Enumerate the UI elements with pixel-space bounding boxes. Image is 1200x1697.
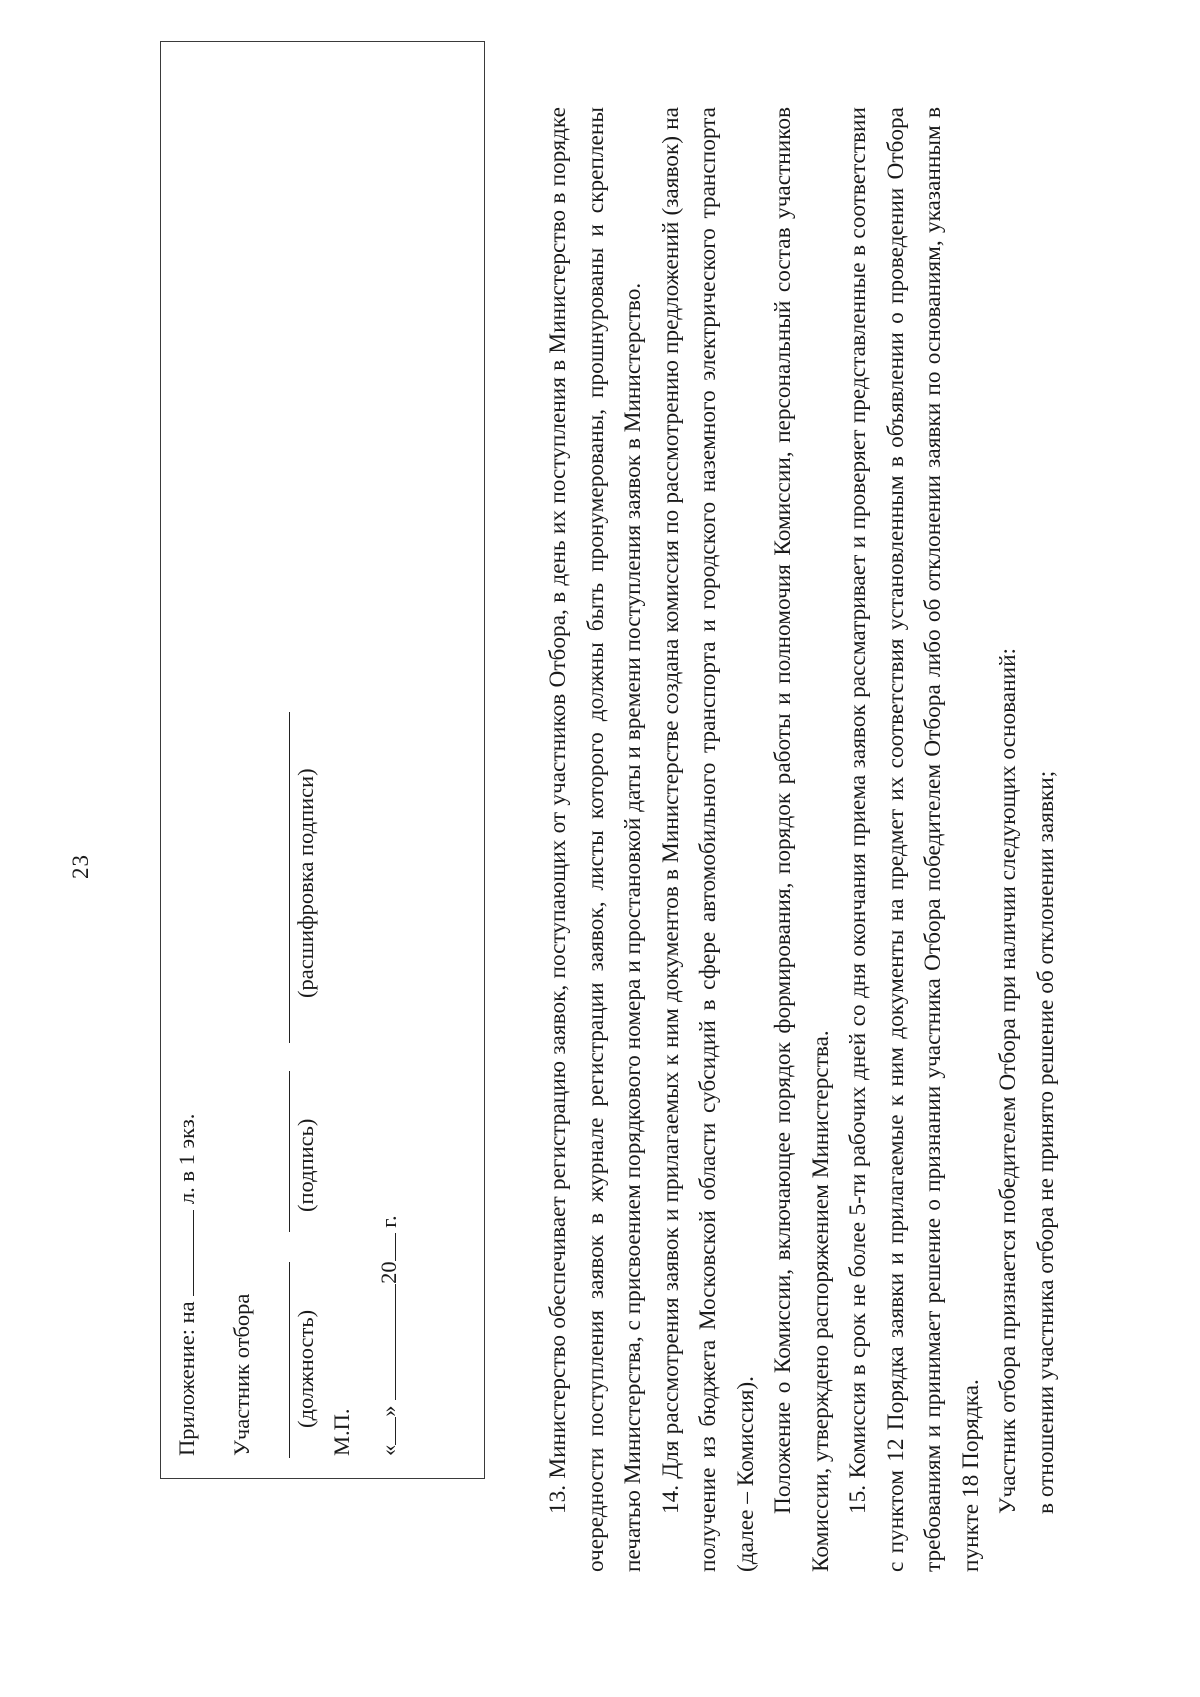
paragraph-13: 13. Министерство обеспечивает регистрацию заявок, поступающих от участников Отбора, в день их поступления в Министерство в порядке очередности поступления заявок в журнале регистрации заявок, листы которого должны быть пронумерованы, прошнурованы и скреплены печатью Министерства, с присвоением порядкового номера и простановкой даты и времени поступления заявок в Министерство. bbox=[545, 107, 646, 1572]
stamp-label: М.П. bbox=[329, 1408, 354, 1456]
day-blank bbox=[373, 1417, 396, 1445]
document-body bbox=[540, 107, 1065, 1572]
paragraph-criterion-1: в отношении участника отбора не принято решение об отклонении заявки; bbox=[1032, 770, 1059, 1514]
participant-label: Участник отбора bbox=[229, 1293, 254, 1456]
attachment-suffix: л. в 1 экз. bbox=[174, 1113, 199, 1205]
paragraph-15: 15. Комиссия в срок не более 5-ти рабочих дней со дня окончания приема заявок рассматривает и проверяет представленные в соответствии с пунктом 12 Порядка заявки и прилагаемые к ним документы на предмет их соответствия установленным в объявлении о проведении Отбора требованиям и принимает решение о признании участника Отбора победителем Отбора либо об отклонении заявки по основаниям, указанным в пункте 18 Порядка. bbox=[845, 107, 984, 1572]
year-blank bbox=[373, 1233, 396, 1261]
attachment-label: Приложение: на bbox=[174, 1301, 199, 1456]
position-line bbox=[289, 1262, 290, 1458]
signature-line bbox=[289, 1071, 290, 1232]
date-line bbox=[373, 1215, 402, 1456]
paragraph-winner-criteria: Участник отбора признается победителем Отбора при наличии следующих оснований: bbox=[995, 647, 1021, 1514]
paragraph-commission-regulation: Положение о Комиссии, включающее порядок формирования, порядок работы и полномочия Комиссии, персональный состав участников Комиссии, утверждено распоряжением Министерства. bbox=[770, 107, 834, 1572]
date-open-quote: « bbox=[376, 1444, 401, 1456]
signature-caption: (подпись) bbox=[293, 1118, 318, 1212]
month-blank bbox=[373, 1284, 396, 1400]
date-close-quote: » bbox=[376, 1405, 401, 1417]
attachment-line bbox=[171, 1114, 200, 1456]
year-suffix: г. bbox=[376, 1215, 401, 1228]
paragraph-14: 14. Для рассмотрения заявок и прилагаемых к ним документов в Министерстве создана комиссия по рассмотрению предложений (заявок) на получение из бюджета Московской области субсидий в сфере автомобильного транспорта и городского наземного электрического транспорта (далее – Комиссия). bbox=[657, 107, 759, 1572]
decoding-caption: (расшифровка подписи) bbox=[293, 768, 318, 998]
year-prefix: 20 bbox=[376, 1261, 401, 1284]
page-number: 23 bbox=[68, 854, 93, 879]
attachment-pages-blank bbox=[171, 1210, 194, 1296]
position-caption: (должность) bbox=[293, 1309, 318, 1428]
appendix-signature-box bbox=[160, 41, 485, 1479]
decoding-line bbox=[289, 712, 290, 1043]
